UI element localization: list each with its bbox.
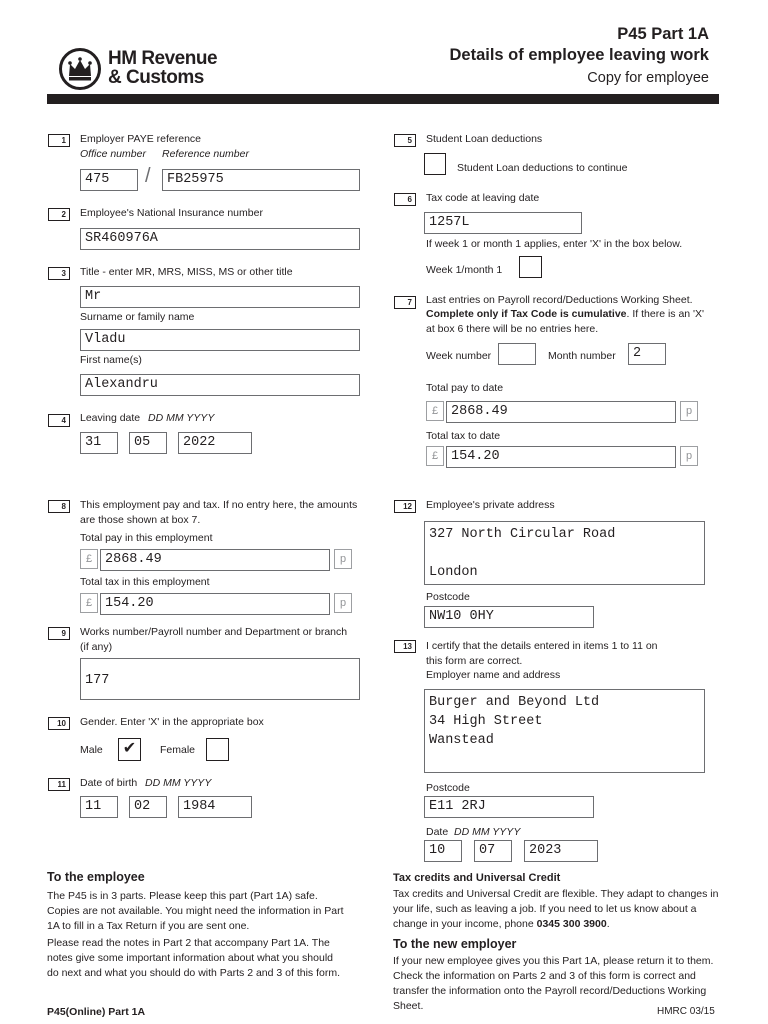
date-year-field[interactable]: 2023 — [524, 840, 598, 862]
paye-label: Employer PAYE reference — [80, 133, 201, 145]
dob-format: DD MM YYYY — [145, 777, 212, 789]
leaving-date-label: Leaving date — [80, 412, 141, 424]
ni-field[interactable]: SR460976A — [80, 228, 360, 250]
surname-field[interactable]: Vladu — [80, 329, 360, 351]
date-day-field[interactable]: 10 — [424, 840, 462, 862]
works-number-line1: Works number/Payroll number and Department or branch — [80, 626, 348, 638]
gender-label: Gender. Enter 'X' in the appropriate box — [80, 716, 264, 728]
certify-line2: this form are correct. — [426, 655, 523, 667]
employer-postcode-label: Postcode — [426, 782, 470, 794]
tax-credits-phone: 0345 300 3900 — [536, 918, 607, 930]
box-number-3: 3 — [48, 267, 70, 280]
certify-line1: I certify that the details entered in items 1 to 11 on — [426, 640, 658, 652]
month-number-label: Month number — [548, 350, 616, 362]
title-label: Title - enter MR, MRS, MISS, MS or other title — [80, 266, 293, 278]
male-label: Male — [80, 744, 103, 756]
works-number-line2: (if any) — [80, 641, 113, 653]
header-rule — [47, 94, 719, 104]
pound-sign: £ — [426, 446, 444, 466]
crown-crest-icon — [58, 47, 102, 91]
dob-label: Date of birth — [80, 777, 138, 789]
to-employee-p2: Please read the notes in Part 2 that accompany Part 1A. The notes give some important information about what you should do next and what you should do with Parts 2 and 3 of this form. — [47, 937, 341, 979]
address-label: Employee's private address — [426, 499, 555, 511]
office-number-label: Office number — [80, 148, 146, 160]
office-number-field[interactable]: 475 — [80, 169, 138, 191]
pence-label: p — [334, 593, 352, 613]
employment-pay-label: Total pay in this employment — [80, 532, 213, 544]
box-number-2: 2 — [48, 208, 70, 221]
leaving-date-format: DD MM YYYY — [148, 412, 215, 424]
student-loan-label: Student Loan deductions — [426, 133, 543, 145]
box-number-8: 8 — [48, 500, 70, 513]
box-number-12: 12 — [394, 500, 416, 513]
new-employer-text: If your new employee gives you this Part 1A, please return it to them. Check the information on Parts 2 and 3 of this form is correct and transfer the information onto the Payroll record/Deductions Working Sheet. — [393, 955, 714, 1012]
box-number-4: 4 — [48, 414, 70, 427]
box-number-9: 9 — [48, 627, 70, 640]
footer-right: HMRC 03/15 — [657, 1006, 715, 1017]
hmrc-logo — [58, 47, 233, 91]
form-code: P45 Part 1A — [617, 25, 709, 43]
to-employee-heading: To the employee — [47, 870, 145, 884]
week-number-field[interactable] — [498, 343, 536, 365]
box-number-7: 7 — [394, 296, 416, 309]
month-number-field[interactable]: 2 — [628, 343, 666, 365]
female-checkbox[interactable] — [206, 738, 229, 761]
total-tax-label: Total tax to date — [426, 430, 501, 442]
dob-year-field[interactable]: 1984 — [178, 796, 252, 818]
tax-credits-end: . — [606, 918, 610, 930]
pence-label: p — [680, 401, 698, 421]
week1-checkbox[interactable] — [519, 256, 542, 278]
pence-label: p — [334, 549, 352, 569]
box-number-11: 11 — [48, 778, 70, 791]
tax-credits-body: Tax credits and Universal Credit are flexible. They adapt to changes in your life, such as leaving a job. If you need to let us know about a change in your income, phone — [393, 888, 719, 930]
student-loan-continue-label: Student Loan deductions to continue — [457, 162, 628, 174]
total-pay-label: Total pay to date — [426, 382, 504, 394]
surname-label: Surname or family name — [80, 311, 195, 323]
dob-month-field[interactable]: 02 — [129, 796, 167, 818]
week1-label: Week 1/month 1 — [426, 264, 503, 276]
footer-left: P45(Online) Part 1A — [47, 1006, 146, 1018]
week-number-label: Week number — [426, 350, 492, 362]
pound-sign: £ — [426, 401, 444, 421]
pound-sign: £ — [80, 549, 98, 569]
leaving-month-field[interactable]: 05 — [129, 432, 167, 454]
box-number-5: 5 — [394, 134, 416, 147]
employer-address-field[interactable]: Burger and Beyond Ltd 34 High Street Wanstead — [424, 689, 705, 773]
works-number-field[interactable]: 177 — [80, 658, 360, 700]
male-checkbox[interactable]: ✔ — [118, 738, 141, 761]
logo-line2: & Customs — [108, 67, 204, 88]
logo-line1: HM Revenue — [108, 48, 218, 69]
leaving-year-field[interactable]: 2022 — [178, 432, 252, 454]
total-tax-field[interactable]: 154.20 — [446, 446, 676, 468]
firstname-field[interactable]: Alexandru — [80, 374, 360, 396]
cumulative-note: Complete only if Tax Code is cumulative — [426, 308, 627, 320]
copy-label: Copy for employee — [587, 70, 709, 86]
tax-code-note: If week 1 or month 1 applies, enter 'X' in the box below. — [426, 238, 683, 250]
leaving-day-field[interactable]: 31 — [80, 432, 118, 454]
last-entries-line1: Last entries on Payroll record/Deductions Working Sheet. — [426, 294, 693, 306]
employment-line2: are those shown at box 7. — [80, 514, 201, 526]
tax-code-label: Tax code at leaving date — [426, 192, 540, 204]
box-number-13: 13 — [394, 640, 416, 653]
firstname-label: First name(s) — [80, 354, 142, 366]
employment-line1: This employment pay and tax. If no entry here, the amounts — [80, 499, 358, 511]
pound-sign: £ — [80, 593, 98, 613]
employment-tax-field[interactable]: 154.20 — [100, 593, 330, 615]
tax-code-field[interactable]: 1257L — [424, 212, 582, 234]
tax-credits-text — [393, 887, 723, 932]
paye-slash: / — [145, 165, 151, 187]
date-label: Date — [426, 826, 449, 838]
form-title: Details of employee leaving work — [449, 46, 709, 64]
box-number-6: 6 — [394, 193, 416, 206]
ni-label: Employee's National Insurance number — [80, 207, 263, 219]
student-loan-checkbox[interactable] — [424, 153, 446, 175]
employment-pay-field[interactable]: 2868.49 — [100, 549, 330, 571]
cumulative-note-rest: . If there is an 'X' — [626, 308, 705, 320]
box-number-10: 10 — [48, 717, 70, 730]
address-field[interactable]: 327 North Circular Road London — [424, 521, 705, 585]
box-number-1: 1 — [48, 134, 70, 147]
reference-number-field[interactable]: FB25975 — [162, 169, 360, 191]
dob-day-field[interactable]: 11 — [80, 796, 118, 818]
female-label: Female — [160, 744, 196, 756]
certify-line3: Employer name and address — [426, 669, 561, 681]
date-month-field[interactable]: 07 — [474, 840, 512, 862]
tax-credits-heading: Tax credits and Universal Credit — [393, 872, 561, 884]
total-pay-field[interactable]: 2868.49 — [446, 401, 676, 423]
date-format: DD MM YYYY — [454, 826, 521, 838]
last-entries-line2 — [426, 307, 704, 321]
employment-tax-label: Total tax in this employment — [80, 576, 210, 588]
title-field[interactable]: Mr — [80, 286, 360, 308]
to-employee-p1: The P45 is in 3 parts. Please keep this part (Part 1A) safe. Copies are not available. You might need the information in Part 1A to fill in a Tax Return if you are sent one. — [47, 890, 344, 932]
address-postcode-label: Postcode — [426, 591, 470, 603]
employer-postcode-field[interactable]: E11 2RJ — [424, 796, 594, 818]
pence-label: p — [680, 446, 698, 466]
new-employer-heading: To the new employer — [393, 937, 517, 951]
address-postcode-field[interactable]: NW10 0HY — [424, 606, 594, 628]
last-entries-line3: at box 6 there will be no entries here. — [426, 323, 599, 335]
reference-number-label: Reference number — [162, 148, 249, 160]
